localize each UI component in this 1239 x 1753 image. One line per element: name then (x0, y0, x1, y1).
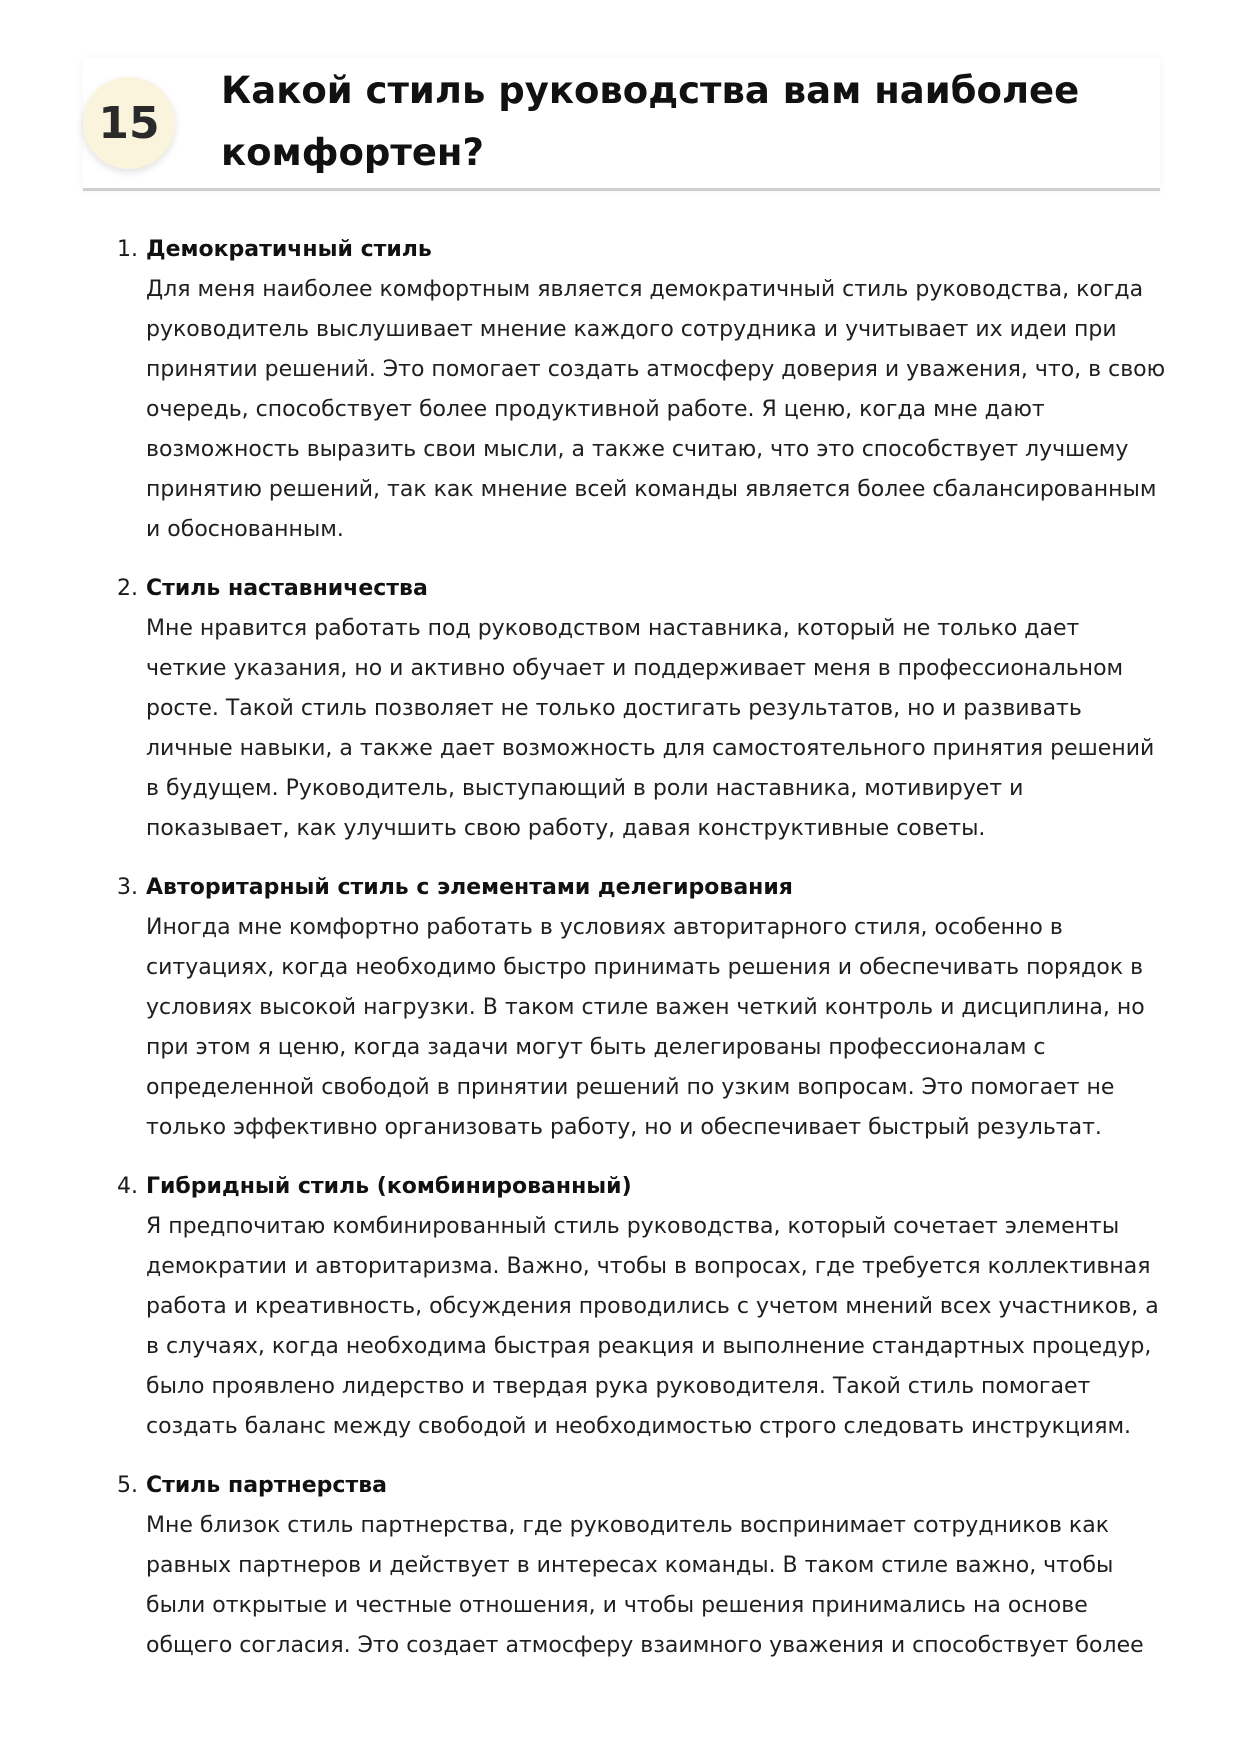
question-header (83, 58, 1160, 191)
list-item (0, 1466, 1239, 1666)
answer-list (0, 230, 1239, 1685)
list-item-title: Демократичный стиль (146, 237, 432, 262)
list-item (0, 1167, 1239, 1447)
list-item-text: Для меня наиболее комфортным является демократичный стиль руководства, когда руководитель выслушивает мнение каждого сотрудника и учитывает их идеи при принятии решений. Это помогает создать атмосферу доверия и уважения, что, в свою очередь, способствует более продуктивной работе. Я ценю, когда мне дают возможность выразить свои мысли, а также считаю, что это способствует лучшему принятию решений, так как мнение всей команды является более сбалансированным и обоснованным. (146, 277, 1166, 542)
list-item-number: 3. (117, 875, 138, 900)
list-item-text: Иногда мне комфортно работать в условиях авторитарного стиля, особенно в ситуациях, когда необходимо быстро принимать решения и обеспечивать порядок в условиях высокой нагрузки. В таком стиле важен четкий контроль и дисциплина, но при этом я ценю, когда задачи могут быть делегированы профессионалам с определенной свободой в принятии решений по узким вопросам. Это помогает не только эффективно организовать работу, но и обеспечивает быстрый результат. (146, 915, 1145, 1140)
list-item-number: 1. (117, 237, 138, 262)
question-number-badge: 15 (83, 77, 175, 169)
list-item (0, 230, 1239, 550)
list-item-text: Я предпочитаю комбинированный стиль руководства, который сочетает элементы демократии и авторитаризма. Важно, чтобы в вопросах, где требуется коллективная работа и креативность, обсуждения проводились с учетом мнений всех участников, а в случаях, когда необходима быстрая реакция и выполнение стандартных процедур, было проявлено лидерство и твердая рука руководителя. Такой стиль помогает создать баланс между свободой и необходимостью строго следовать инструкциям. (146, 1214, 1159, 1439)
list-item-number: 4. (117, 1174, 138, 1199)
list-item (0, 868, 1239, 1148)
question-title: Какой стиль руководства вам наиболее комфортен? (221, 69, 1080, 174)
list-item-number: 5. (117, 1473, 138, 1498)
list-item-title: Гибридный стиль (комбинированный) (146, 1174, 632, 1199)
list-item-title: Авторитарный стиль с элементами делегирования (146, 875, 793, 900)
list-item-title: Стиль наставничества (146, 576, 428, 601)
list-item (0, 569, 1239, 849)
list-item-text: Мне нравится работать под руководством наставника, который не только дает четкие указания, но и активно обучает и поддерживает меня в профессиональном росте. Такой стиль позволяет не только достигать результатов, но и развивать личные навыки, а также дает возможность для самостоятельного принятия решений в будущем. Руководитель, выступающий в роли наставника, мотивирует и показывает, как улучшить свою работу, давая конструктивные советы. (146, 616, 1155, 841)
list-item-title: Стиль партнерства (146, 1473, 387, 1498)
list-item-text: Мне близок стиль партнерства, где руководитель воспринимает сотрудников как равных партнеров и действует в интересах команды. В таком стиле важно, чтобы были открытые и честные отношения, и чтобы решения принимались на основе общего согласия. Это создает атмосферу взаимного уважения и способствует более (146, 1513, 1144, 1658)
list-item-number: 2. (117, 576, 138, 601)
